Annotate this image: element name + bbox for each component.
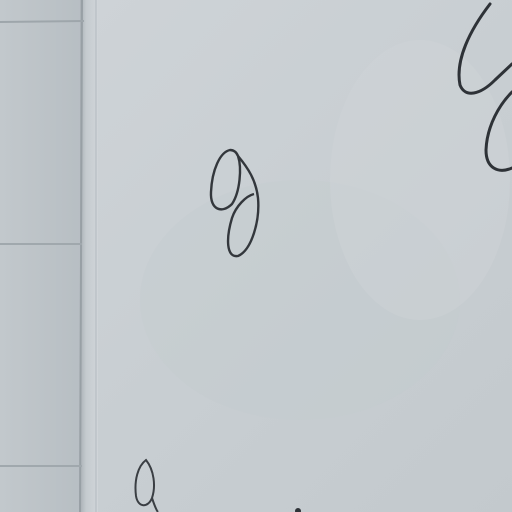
wall-stain [330,40,510,320]
left-panel [0,0,84,512]
panel-seam [0,21,84,22]
